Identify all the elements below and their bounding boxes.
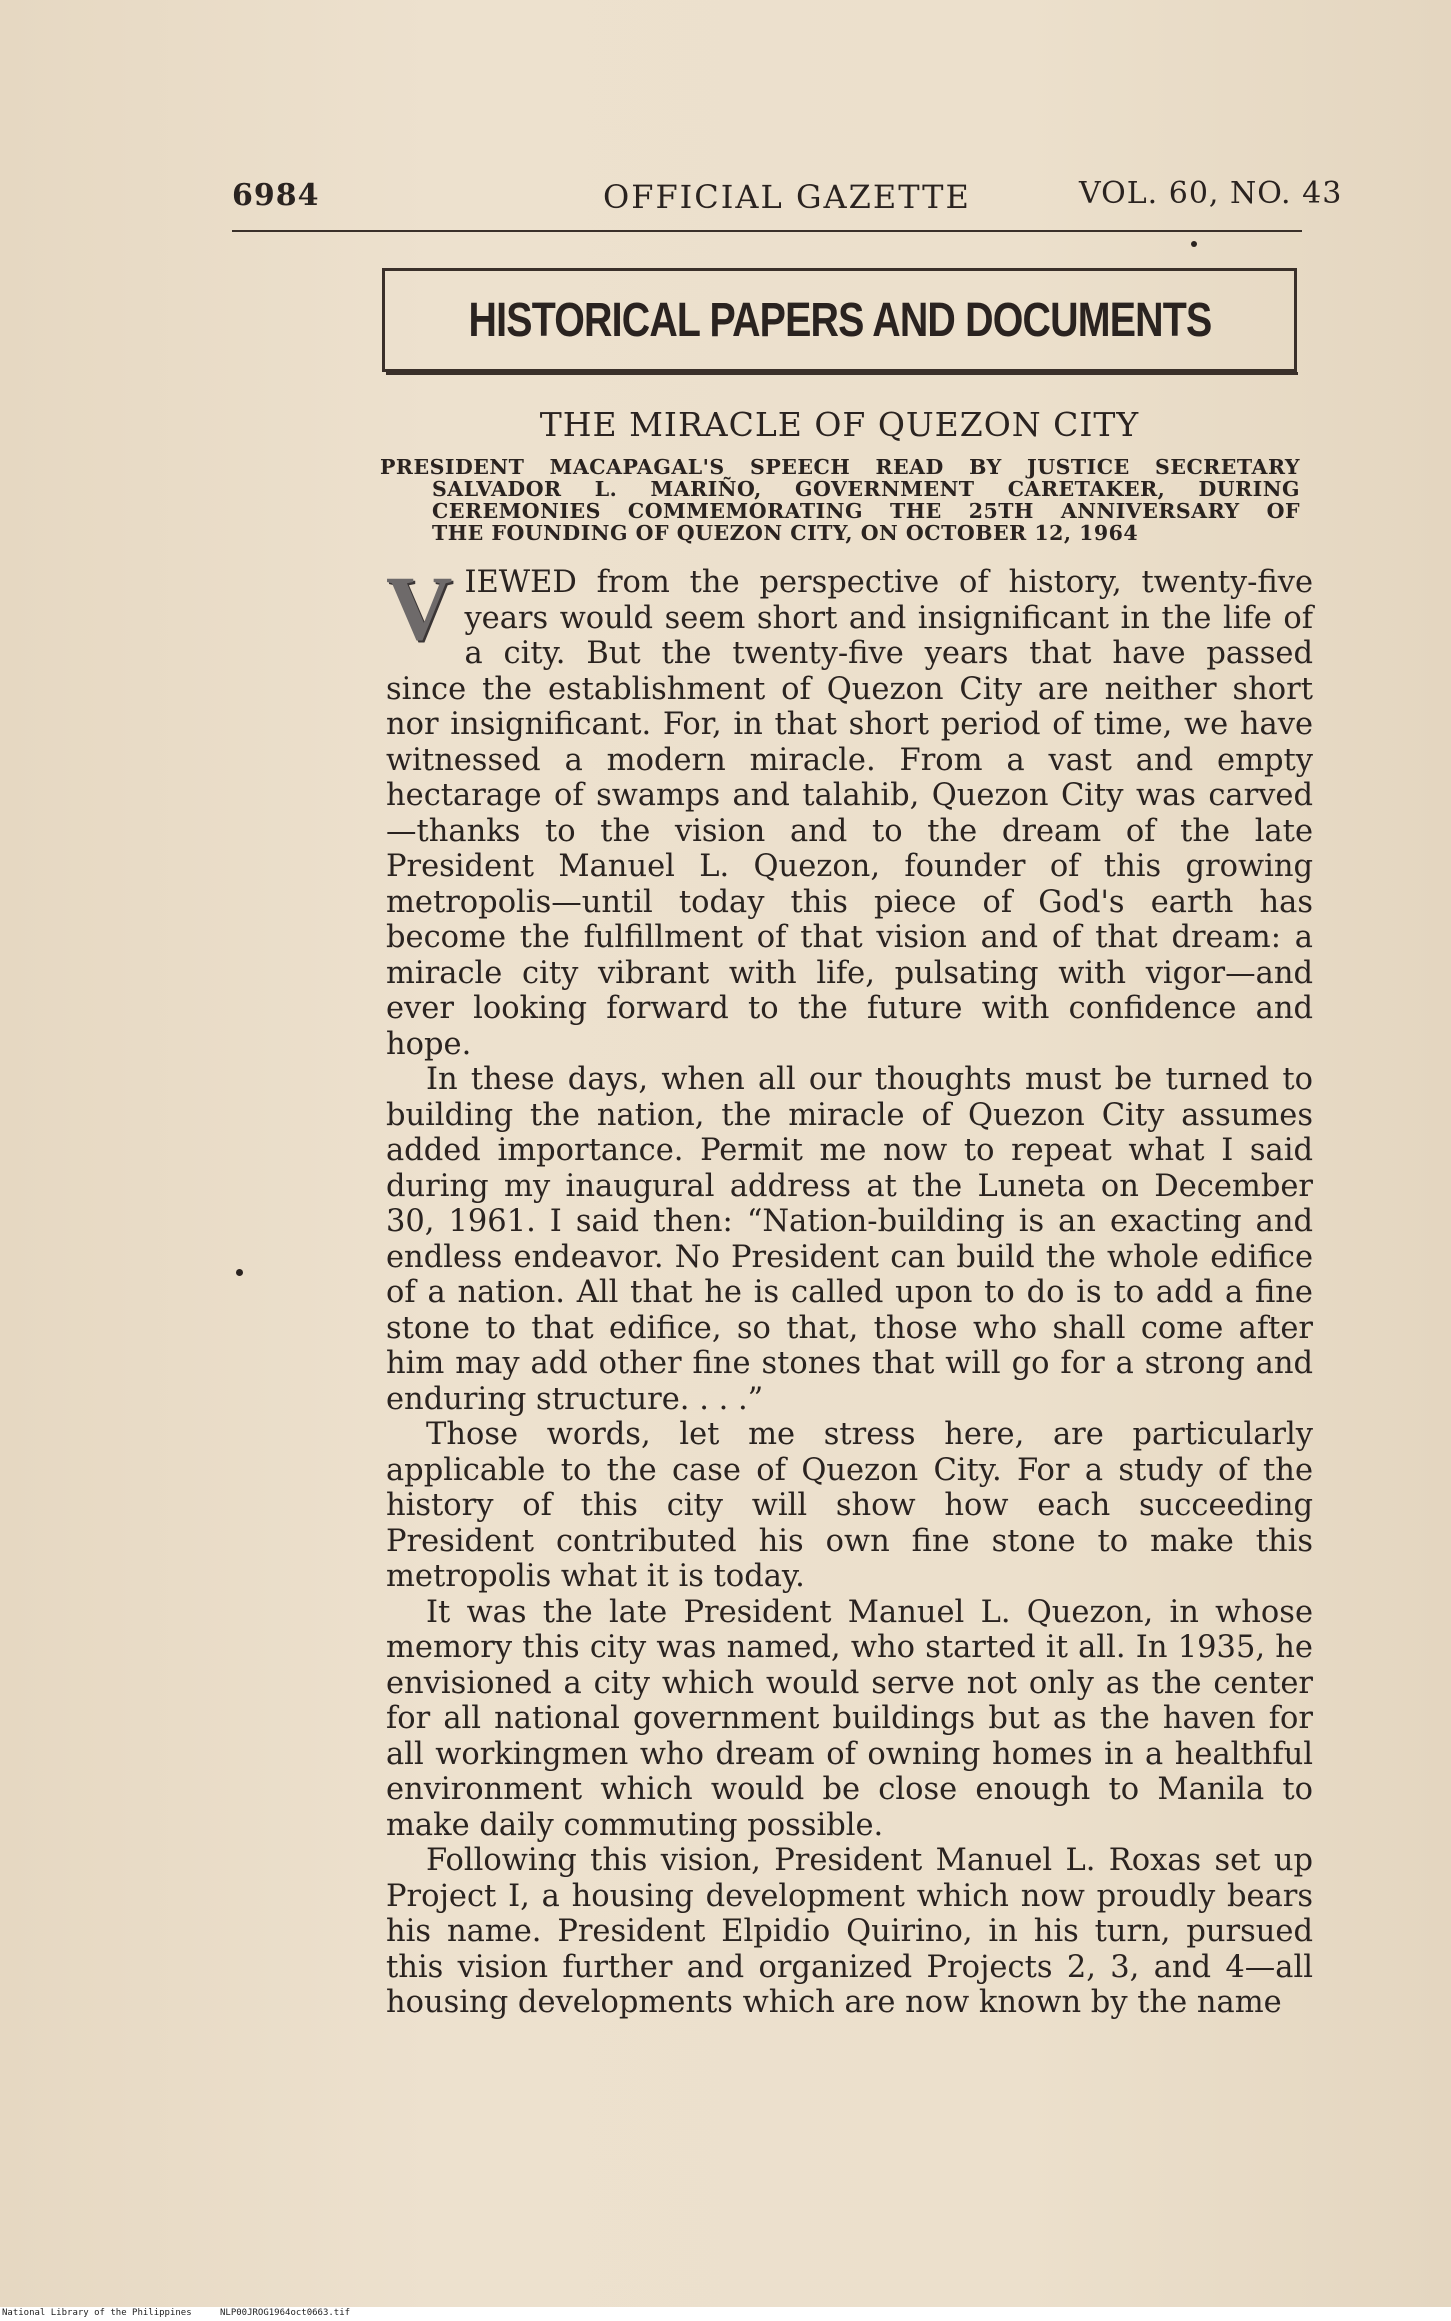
- article-title: THE MIRACLE OF QUEZON CITY: [539, 405, 1140, 444]
- section-box-underline: [386, 372, 1298, 375]
- paragraph: It was the late President Manuel L. Quezon, in whose memory this city was named, who started it all. In 1935, he envisioned a city which would serve not only as the center for all national government buildings but as the haven for all workingmen who dream of owning homes in a healthful environment which would be close enough to Manila to make daily commuting possible.: [386, 1594, 1313, 1843]
- paragraph: Those words, let me stress here, are particularly applicable to the case of Quezon City. For a study of the history of this city will show how each succeeding President contributed his own fine stone to make this metropolis what it is today.: [386, 1417, 1313, 1594]
- ink-speck: [1191, 241, 1197, 247]
- file-id: NLP00JROG1964oct0663.tif: [220, 2308, 351, 2318]
- journal-title: OFFICIAL GAZETTE: [603, 178, 971, 216]
- subhead-line: SALVADOR L. MARIÑO, GOVERNMENT CARETAKER, DURING: [432, 477, 1300, 501]
- volume-number: VOL. 60, NO. 43: [1079, 176, 1343, 211]
- ink-speck: [236, 1269, 243, 1276]
- scan-footer: [0, 2307, 1451, 2321]
- subhead-line: CEREMONIES COMMEMORATING THE 25TH ANNIVERSARY OF: [432, 499, 1300, 523]
- paragraph-text: IEWED from the perspective of history, twenty-five years would seem short and insignificant in the life of a city. But the twenty-five years that have passed since the establishment of Quezon City are neither short nor insignificant. For, in that short period of time, we have witnessed a modern miracle. From a vast and empty hectarage of swamps and talahib, Quezon City was carved—thanks to the vision and to the dream of the late President Manuel L. Quezon, founder of this growing metropolis—until today this piece of God's earth has become the fulfillment of that vision and of that dream: a miracle city vibrant with life, pulsating with vigor—and ever looking forward to the future with confidence and hope.: [386, 565, 1313, 1062]
- header-rule: [232, 230, 1302, 232]
- article-subhead: [380, 456, 1300, 544]
- subhead-line: THE FOUNDING OF QUEZON CITY, ON OCTOBER 12, 1964: [432, 521, 1139, 545]
- subhead-line: PRESIDENT MACAPAGAL'S SPEECH READ BY JUSTICE SECRETARY: [380, 455, 1300, 479]
- running-header: [0, 178, 1451, 218]
- section-title: HISTORICAL PAPERS AND DOCUMENTS: [468, 293, 1211, 347]
- library-name: National Library of the Philippines: [2, 2308, 192, 2318]
- drop-cap: V: [386, 557, 453, 659]
- paragraph: [386, 557, 1313, 1062]
- paragraph: In these days, when all our thoughts must be turned to building the nation, the miracle of Quezon City assumes added importance. Permit me now to repeat what I said during my inaugural address at the Luneta on December 30, 1961. I said then: “Nation-building is an exacting and endless endeavor. No President can build the whole edifice of a nation. All that he is called upon to do is to add a fine stone to that edifice, so that, those who shall come after him may add other fine stones that will go for a strong and enduring structure. . . .”: [386, 1062, 1313, 1417]
- article-body: [386, 557, 1313, 2021]
- paragraph: Following this vision, President Manuel L. Roxas set up Project I, a housing development which now proudly bears his name. President Elpidio Quirino, in his turn, pursued this vision further and organized Projects 2, 3, and 4—all housing developments which are now known by the name: [386, 1843, 1313, 2020]
- section-title-box: [382, 268, 1297, 372]
- page-number: 6984: [232, 178, 320, 213]
